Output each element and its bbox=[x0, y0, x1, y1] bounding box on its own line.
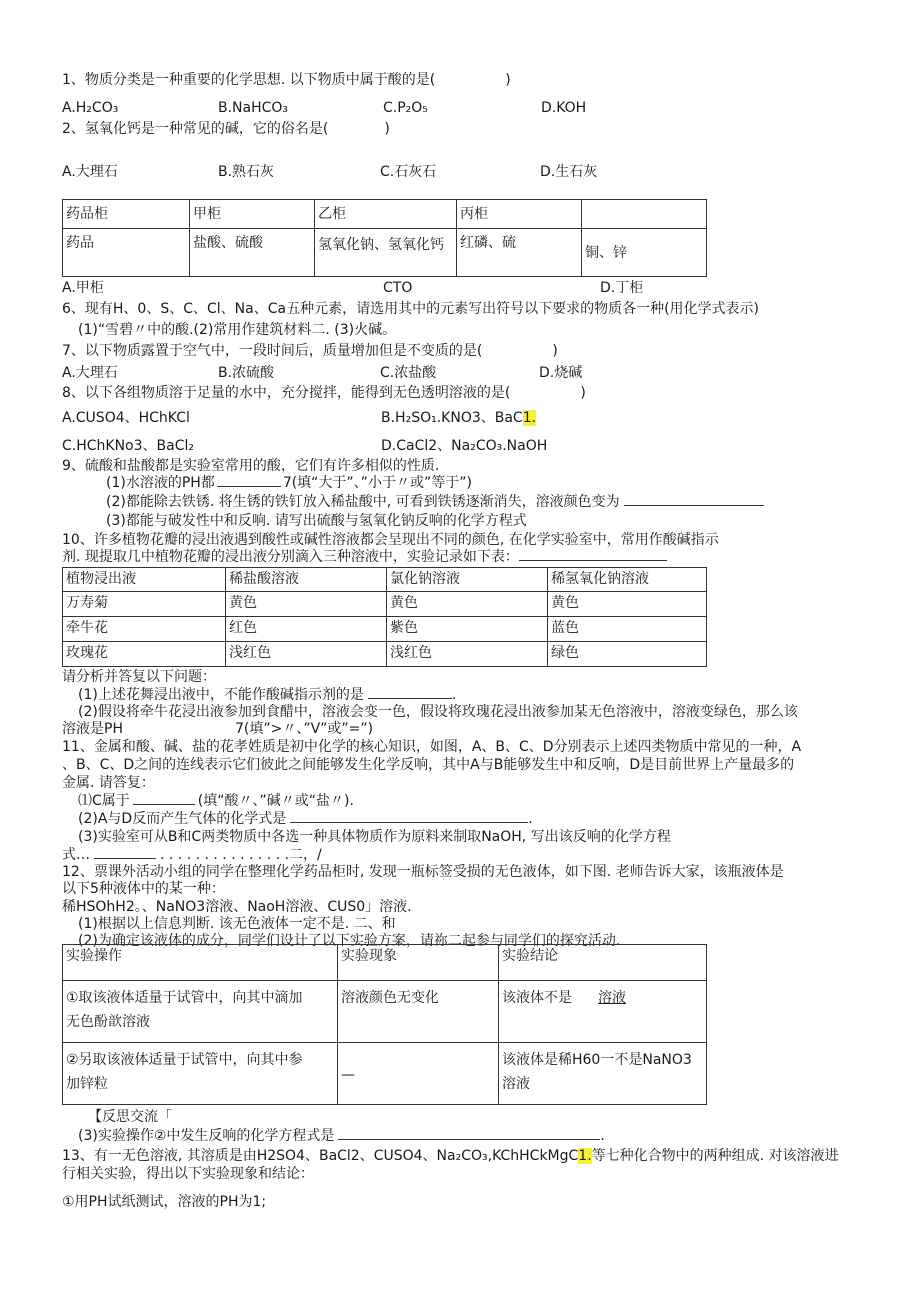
cabinet-header-cell bbox=[582, 200, 707, 229]
question-8-stem: 8、以下各组物质溶于足量的水中，充分搅拌，能得到无色透明溶液的是( ) bbox=[62, 385, 586, 401]
experiment-cell: 溶液颜色无变化 bbox=[338, 981, 499, 1043]
question-10-stem-line1: 10、许多植物花瓣的浸出液遇到酸性或碱性溶液都会呈现出不同的颜色, 在化学实验室中，常用作酸碱指示 bbox=[62, 532, 719, 548]
question-13-line3: ①用PH试纸测试，溶液的PH为1; bbox=[62, 1194, 267, 1210]
question-11-line2: 、B、C、D之间的连线表示它们彼此之间能够发生化学反响，其中A与B能够发生中和反响，D是目前世界上产量最多的 bbox=[62, 757, 795, 773]
question-12-line1: 12、票课外活动小组的同学在整理化学药品柜时, 发现一瓶标签受损的无色液体，如下图. 老师告诉大家，该瓶液体是 bbox=[62, 864, 784, 880]
question-9-stem: 9、硫酸和盐酸都是实验室常用的酸，它们有许多相似的性质. bbox=[62, 458, 440, 474]
q2-option-a: A.大理石 bbox=[62, 164, 118, 180]
q1-option-c: C.P₂O₅ bbox=[383, 100, 428, 116]
question-1-stem: 1、物质分类是一种重要的化学思想. 以下物质中属于酸的是( ) bbox=[62, 72, 511, 88]
q1-option-d: D.KOH bbox=[541, 100, 587, 116]
cabinet-header-cell: 丙柜 bbox=[457, 200, 582, 229]
q12-sub-1: (1)根据以上信息判断. 该无色液体一定不是. 二、和 bbox=[78, 916, 396, 932]
question-11-line1: 11、金属和酸、碱、盐的花孝姓质是初中化学的核心知识，如图，A、B、C、D分别表示上述四类物质中常见的一种，A bbox=[62, 739, 802, 755]
q7-option-b: B.浓硫酸 bbox=[218, 365, 275, 381]
flower-cell: 牵牛花 bbox=[63, 617, 226, 642]
highlight-mark: 1. bbox=[578, 1148, 592, 1164]
flower-header-cell: 稀盐酸溶液 bbox=[226, 568, 387, 592]
flower-cell: 浅红色 bbox=[387, 642, 548, 667]
flower-extract-table bbox=[62, 567, 707, 667]
flower-cell: 蓝色 bbox=[548, 617, 707, 642]
q7-option-c: C.浓盐酸 bbox=[380, 365, 437, 381]
q5-option-a: A.甲柜 bbox=[62, 280, 104, 296]
q2-option-c: C.石灰石 bbox=[380, 164, 437, 180]
cabinet-header-cell: 乙柜 bbox=[315, 200, 457, 229]
flower-cell: 红色 bbox=[226, 617, 387, 642]
answer-blank[interactable] bbox=[624, 493, 764, 506]
flower-header-cell: 氯化钠溶液 bbox=[387, 568, 548, 592]
experiment-cell: ②另取该液体适量于试管中，向其中参 加锌粒 bbox=[63, 1043, 338, 1105]
cabinet-header-cell: 药品柜 bbox=[63, 200, 190, 229]
q2-option-b: B.熟石灰 bbox=[218, 164, 275, 180]
q9-sub-3: (3)都能与破发性中和反响. 请写出硫酸与氢氧化钠反响的化学方程式 bbox=[106, 513, 527, 529]
question-6-stem: 6、现有H、0、S、C、Cl、Na、Ca五种元素，请选用其中的元素写出符号以下要求的物质各一种(用化学式表示) bbox=[62, 301, 759, 317]
q9-sub-1: (1)水溶液的PH都 7(填“大于”、”小于〃或”等于”) bbox=[106, 475, 472, 491]
answer-blank[interactable] bbox=[125, 720, 233, 733]
q10-prompt: 请分析并答复以下问题： bbox=[62, 669, 216, 685]
answer-blank[interactable] bbox=[368, 686, 452, 699]
experiment-cell: 该液体不是 溶液 bbox=[499, 981, 707, 1043]
q11-sub-3-cont: 式… . . . . . . . . . . . . . . .二，/ bbox=[62, 847, 322, 863]
q11-sub-3: (3)实验室可从B和C两类物质中各选一种具体物质作为原料来制取NaOH, 写出该反响的化学方程 bbox=[78, 829, 671, 845]
q9-sub-2: (2)都能除去铁锈. 将生锈的铁钉放入稀盐酸中, 可看到铁锈逐渐消失，溶液颜色变为 bbox=[106, 493, 764, 511]
highlight-mark: 1. bbox=[522, 410, 537, 426]
experiment-header-cell: 实验结论 bbox=[499, 945, 707, 981]
cabinet-cell: 药品 bbox=[63, 229, 190, 277]
answer-blank[interactable] bbox=[133, 792, 195, 805]
flower-cell: 紫色 bbox=[387, 617, 548, 642]
flower-cell: 玫瑰花 bbox=[63, 642, 226, 667]
q12-sub-2: (2)为确定该液体的成分，同学们设计了以下实验方案，请祢二起参与同学们的探究活动. bbox=[78, 933, 621, 949]
experiment-cell: — bbox=[338, 1043, 499, 1105]
answer-blank[interactable] bbox=[217, 474, 281, 487]
flower-cell: 黄色 bbox=[387, 592, 548, 617]
answer-blank[interactable] bbox=[290, 810, 528, 823]
cabinet-cell: 铜、锌 bbox=[582, 229, 707, 277]
q10-sub-1: (1)上述花舞浸出液中，不能作酸碱指示剂的是 . bbox=[78, 687, 457, 703]
q11-sub-2: (2)A与D反而产生气体的化学式是 . bbox=[78, 811, 533, 827]
question-2-stem: 2、氢氧化钙是一种常见的碱，它的俗名是( ) bbox=[62, 121, 390, 137]
q7-option-a: A.大理石 bbox=[62, 365, 118, 381]
flower-header-cell: 稀氢氧化钠溶液 bbox=[548, 568, 707, 592]
flower-cell: 浅红色 bbox=[226, 642, 387, 667]
cabinet-header-cell: 甲柜 bbox=[190, 200, 315, 229]
experiment-cell: 该液体是稀H60一不是NaNO3 溶液 bbox=[499, 1043, 707, 1105]
q2-option-d: D.生石灰 bbox=[540, 164, 598, 180]
q12-sub-3: (3)实验操作②中发生反响的化学方程式是 . bbox=[78, 1128, 605, 1144]
flower-cell: 绿色 bbox=[548, 642, 707, 667]
q11-sub-1: ⑴C属于 (填“酸〃、”碱〃或“盐〃). bbox=[78, 793, 354, 809]
answer-blank[interactable] bbox=[338, 1127, 600, 1140]
question-12-line2: 以下5种液体中的某一种： bbox=[62, 881, 225, 897]
flower-cell: 黄色 bbox=[548, 592, 707, 617]
question-12-line3: 稀HSOhH2。、NaNO3溶液、NaoH溶液、CUS0」溶液. bbox=[62, 899, 412, 915]
q1-option-a: A.H₂CO₃ bbox=[62, 100, 119, 116]
answer-blank[interactable] bbox=[94, 846, 156, 859]
question-7-stem: 7、以下物质露置于空气中，一段时间后，质量增加但是不变质的是( ) bbox=[62, 343, 558, 359]
q10-sub-2-cont: 溶液是PH 7(填”>〃、”V”或”=”) bbox=[62, 721, 374, 737]
question-13-line1: 13、有一无色溶液, 其溶质是由H2SO4、BaCl2、CUSO4、Na₂CO₃,KChHCkMgC1.等七种化合物中的两种组成. 对该溶液进 bbox=[62, 1148, 839, 1164]
q1-option-b: B.NaHCO₃ bbox=[218, 100, 289, 116]
q6-subquestions: (1)“雪碧〃中的酸.(2)常用作建筑材料二. (3)火碱。 bbox=[78, 322, 397, 338]
question-10-stem-line2: 剂. 现提取几中植物花瓣的浸出液分别滴入三种溶液中，实验记录如下表： bbox=[62, 548, 667, 566]
experiment-table bbox=[62, 944, 707, 1105]
q10-sub-2: (2)假设将牵牛花浸出液参加到食醋中，溶液会变一色，假设将玫瑰花浸出液参加某无色溶液中，溶液变绿色，那么该 bbox=[78, 704, 798, 720]
cabinet-cell: 红磷、硫 bbox=[457, 229, 582, 277]
q12-reflect-heading: 【反思交流「 bbox=[88, 1109, 172, 1125]
flower-cell: 黄色 bbox=[226, 592, 387, 617]
q5-option-d: D.丁柜 bbox=[600, 280, 644, 296]
cabinet-cell: 氢氧化钠、氢氧化钙 bbox=[315, 229, 457, 277]
flower-header-cell: 植物浸出液 bbox=[63, 568, 226, 592]
cabinet-cell: 盐酸、硫酸 bbox=[190, 229, 315, 277]
answer-blank bbox=[519, 548, 667, 561]
cabinet-table bbox=[62, 199, 707, 277]
question-11-line3: 金属. 请答复： bbox=[62, 775, 155, 791]
q8-option-b: B.H₂SO₁.KNO3、BaC1. bbox=[381, 410, 537, 426]
q8-option-d: D.CaCl2、Na₂CO₃.NaOH bbox=[381, 438, 548, 454]
q5-option-c: CTO bbox=[383, 280, 413, 296]
q8-option-c: C.HChKNo3、BaCl₂ bbox=[62, 438, 194, 454]
experiment-header-cell: 实验现象 bbox=[338, 945, 499, 981]
q7-option-d: D.烧碱 bbox=[539, 365, 583, 381]
experiment-header-cell: 实验操作 bbox=[63, 945, 338, 981]
q8-option-a: A.CUSO4、HChKCl bbox=[62, 410, 190, 426]
flower-cell: 万寿菊 bbox=[63, 592, 226, 617]
question-13-line2: 行相关实验，得出以下实验现象和结论： bbox=[62, 1166, 314, 1182]
experiment-cell: ①取该液体适量于试管中，向其中滴加 无色酚歆溶液 bbox=[63, 981, 338, 1043]
